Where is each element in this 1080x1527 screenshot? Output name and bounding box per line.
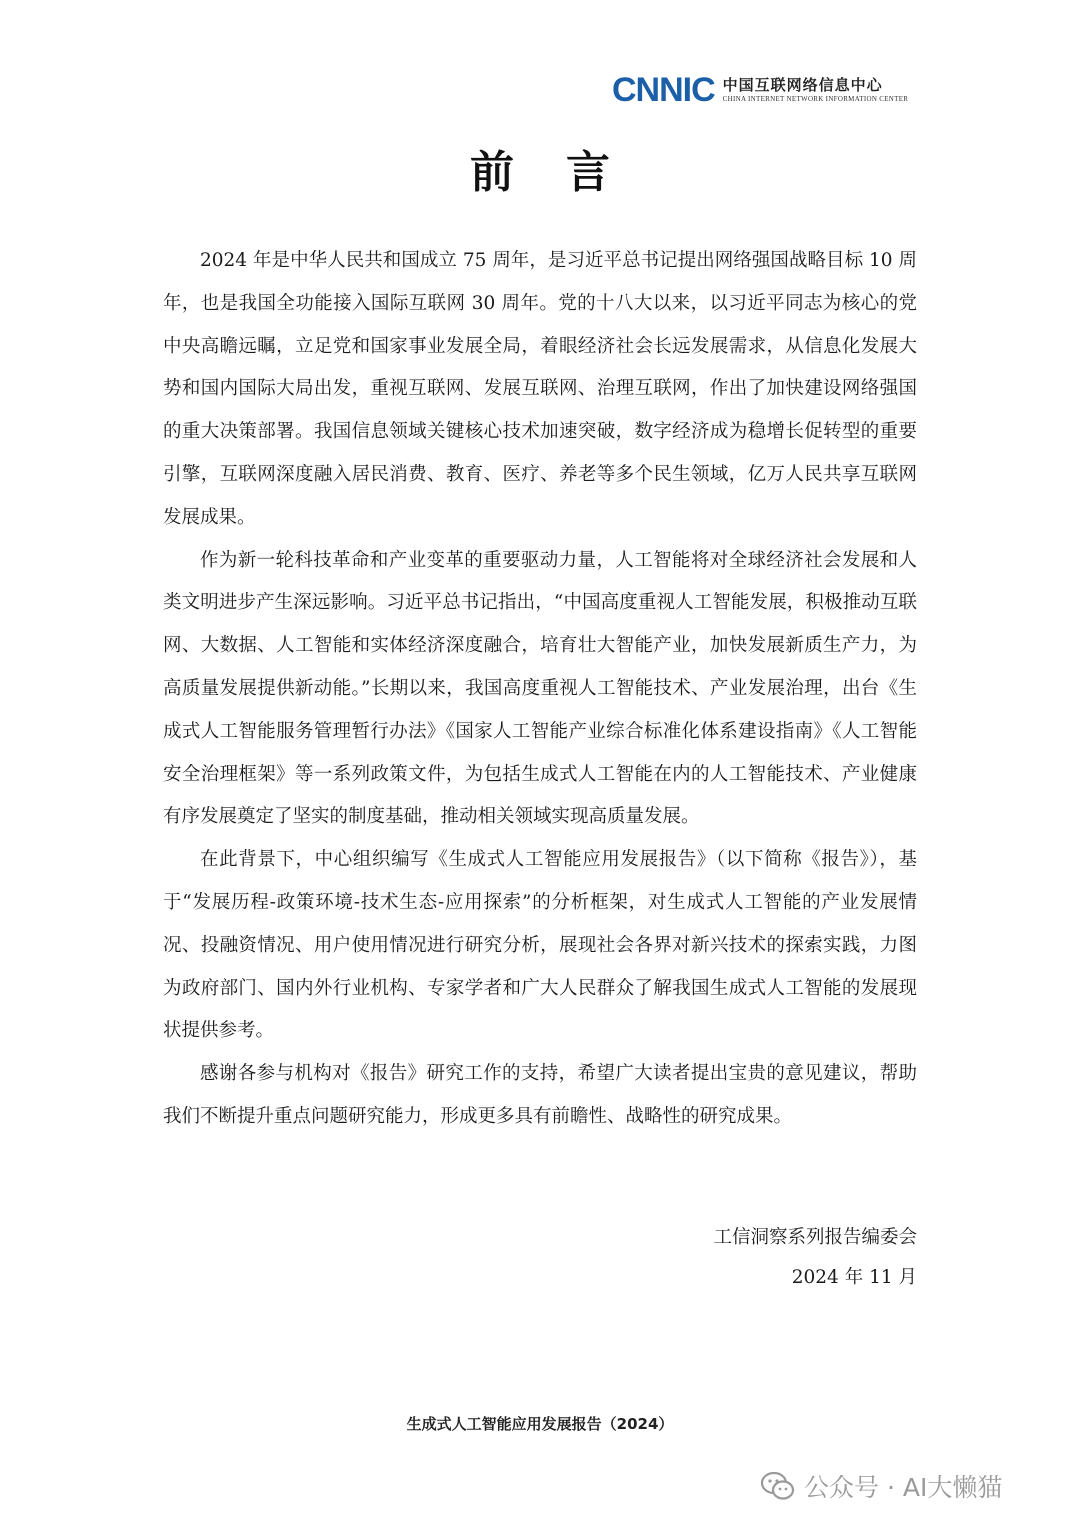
signature-date: 2024 年 11 月 (791, 1267, 917, 1288)
signature-block (713, 1218, 917, 1298)
logo-cn-name: 中国互联网络信息中心 (722, 76, 883, 94)
cnnic-logo (612, 70, 908, 110)
logo-text (723, 76, 909, 104)
page-footer: 生成式人工智能应用发展报告（2024） (406, 1415, 674, 1433)
logo-mark: CNNIC (612, 71, 715, 109)
paragraph-4: 感谢各参与机构对《报告》研究工作的支持，希望广大读者提出宝贵的意见建议，帮助我们不断提升重点问题研究能力，形成更多具有前瞻性、战略性的研究成果。 (163, 1063, 917, 1127)
page-title: 前言 (470, 147, 662, 198)
watermark (760, 1466, 1002, 1506)
signature-org: 工信洞察系列报告编委会 (713, 1227, 917, 1248)
paragraph-3: 在此背景下，中心组织编写《生成式人工智能应用发展报告》（以下简称《报告》），基于“发展历程-政策环境-技术生态-应用探索”的分析框架，对生成式人工智能的产业发展情况、投融资情况、用户使用情况进行研究分析，展现社会各界对新兴技术的探索实践，力图为政府部门、国内外行业机构、专家学者和广大人民群众了解我国生成式人工智能的发展现状提供参考。 (163, 849, 917, 1042)
body-text (163, 240, 917, 1139)
paragraph-2: 作为新一轮科技革命和产业变革的重要驱动力量，人工智能将对全球经济社会发展和人类文明进步产生深远影响。习近平总书记指出，“中国高度重视人工智能发展，积极推动互联网、大数据、人工智能和实体经济深度融合，培育壮大智能产业，加快发展新质生产力，为高质量发展提供新动能。”长期以来，我国高度重视人工智能技术、产业发展治理，出台《生成式人工智能服务管理暂行办法》《国家人工智能产业综合标准化体系建设指南》《人工智能安全治理框架》等一系列政策文件，为包括生成式人工智能在内的人工智能技术、产业健康有序发展奠定了坚实的制度基础，推动相关领域实现高质量发展。 (163, 549, 917, 828)
watermark-text: 公众号 · AI大懒猫 (804, 1473, 1003, 1502)
wechat-icon (760, 1471, 796, 1501)
paragraph-1: 2024 年是中华人民共和国成立 75 周年，是习近平总书记提出网络强国战略目标 10 周年，也是我国全功能接入国际互联网 30 周年。党的十八大以来，以习近平同志为核心的党中央高瞻远瞩，立足党和国家事业发展全局，着眼经济社会长远发展需求，从信息化发展大势和国内国际大局出发，重视互联网、发展互联网、治理互联网，作出了加快建设网络强国的重大决策部署。我国信息领域关键核心技术加速突破，数字经济成为稳增长促转型的重要引擎，互联网深度融入居民消费、教育、医疗、养老等多个民生领域，亿万人民共享互联网发展成果。 (163, 250, 917, 528)
logo-en-name: CHINA INTERNET NETWORK INFORMATION CENTER (722, 95, 909, 103)
